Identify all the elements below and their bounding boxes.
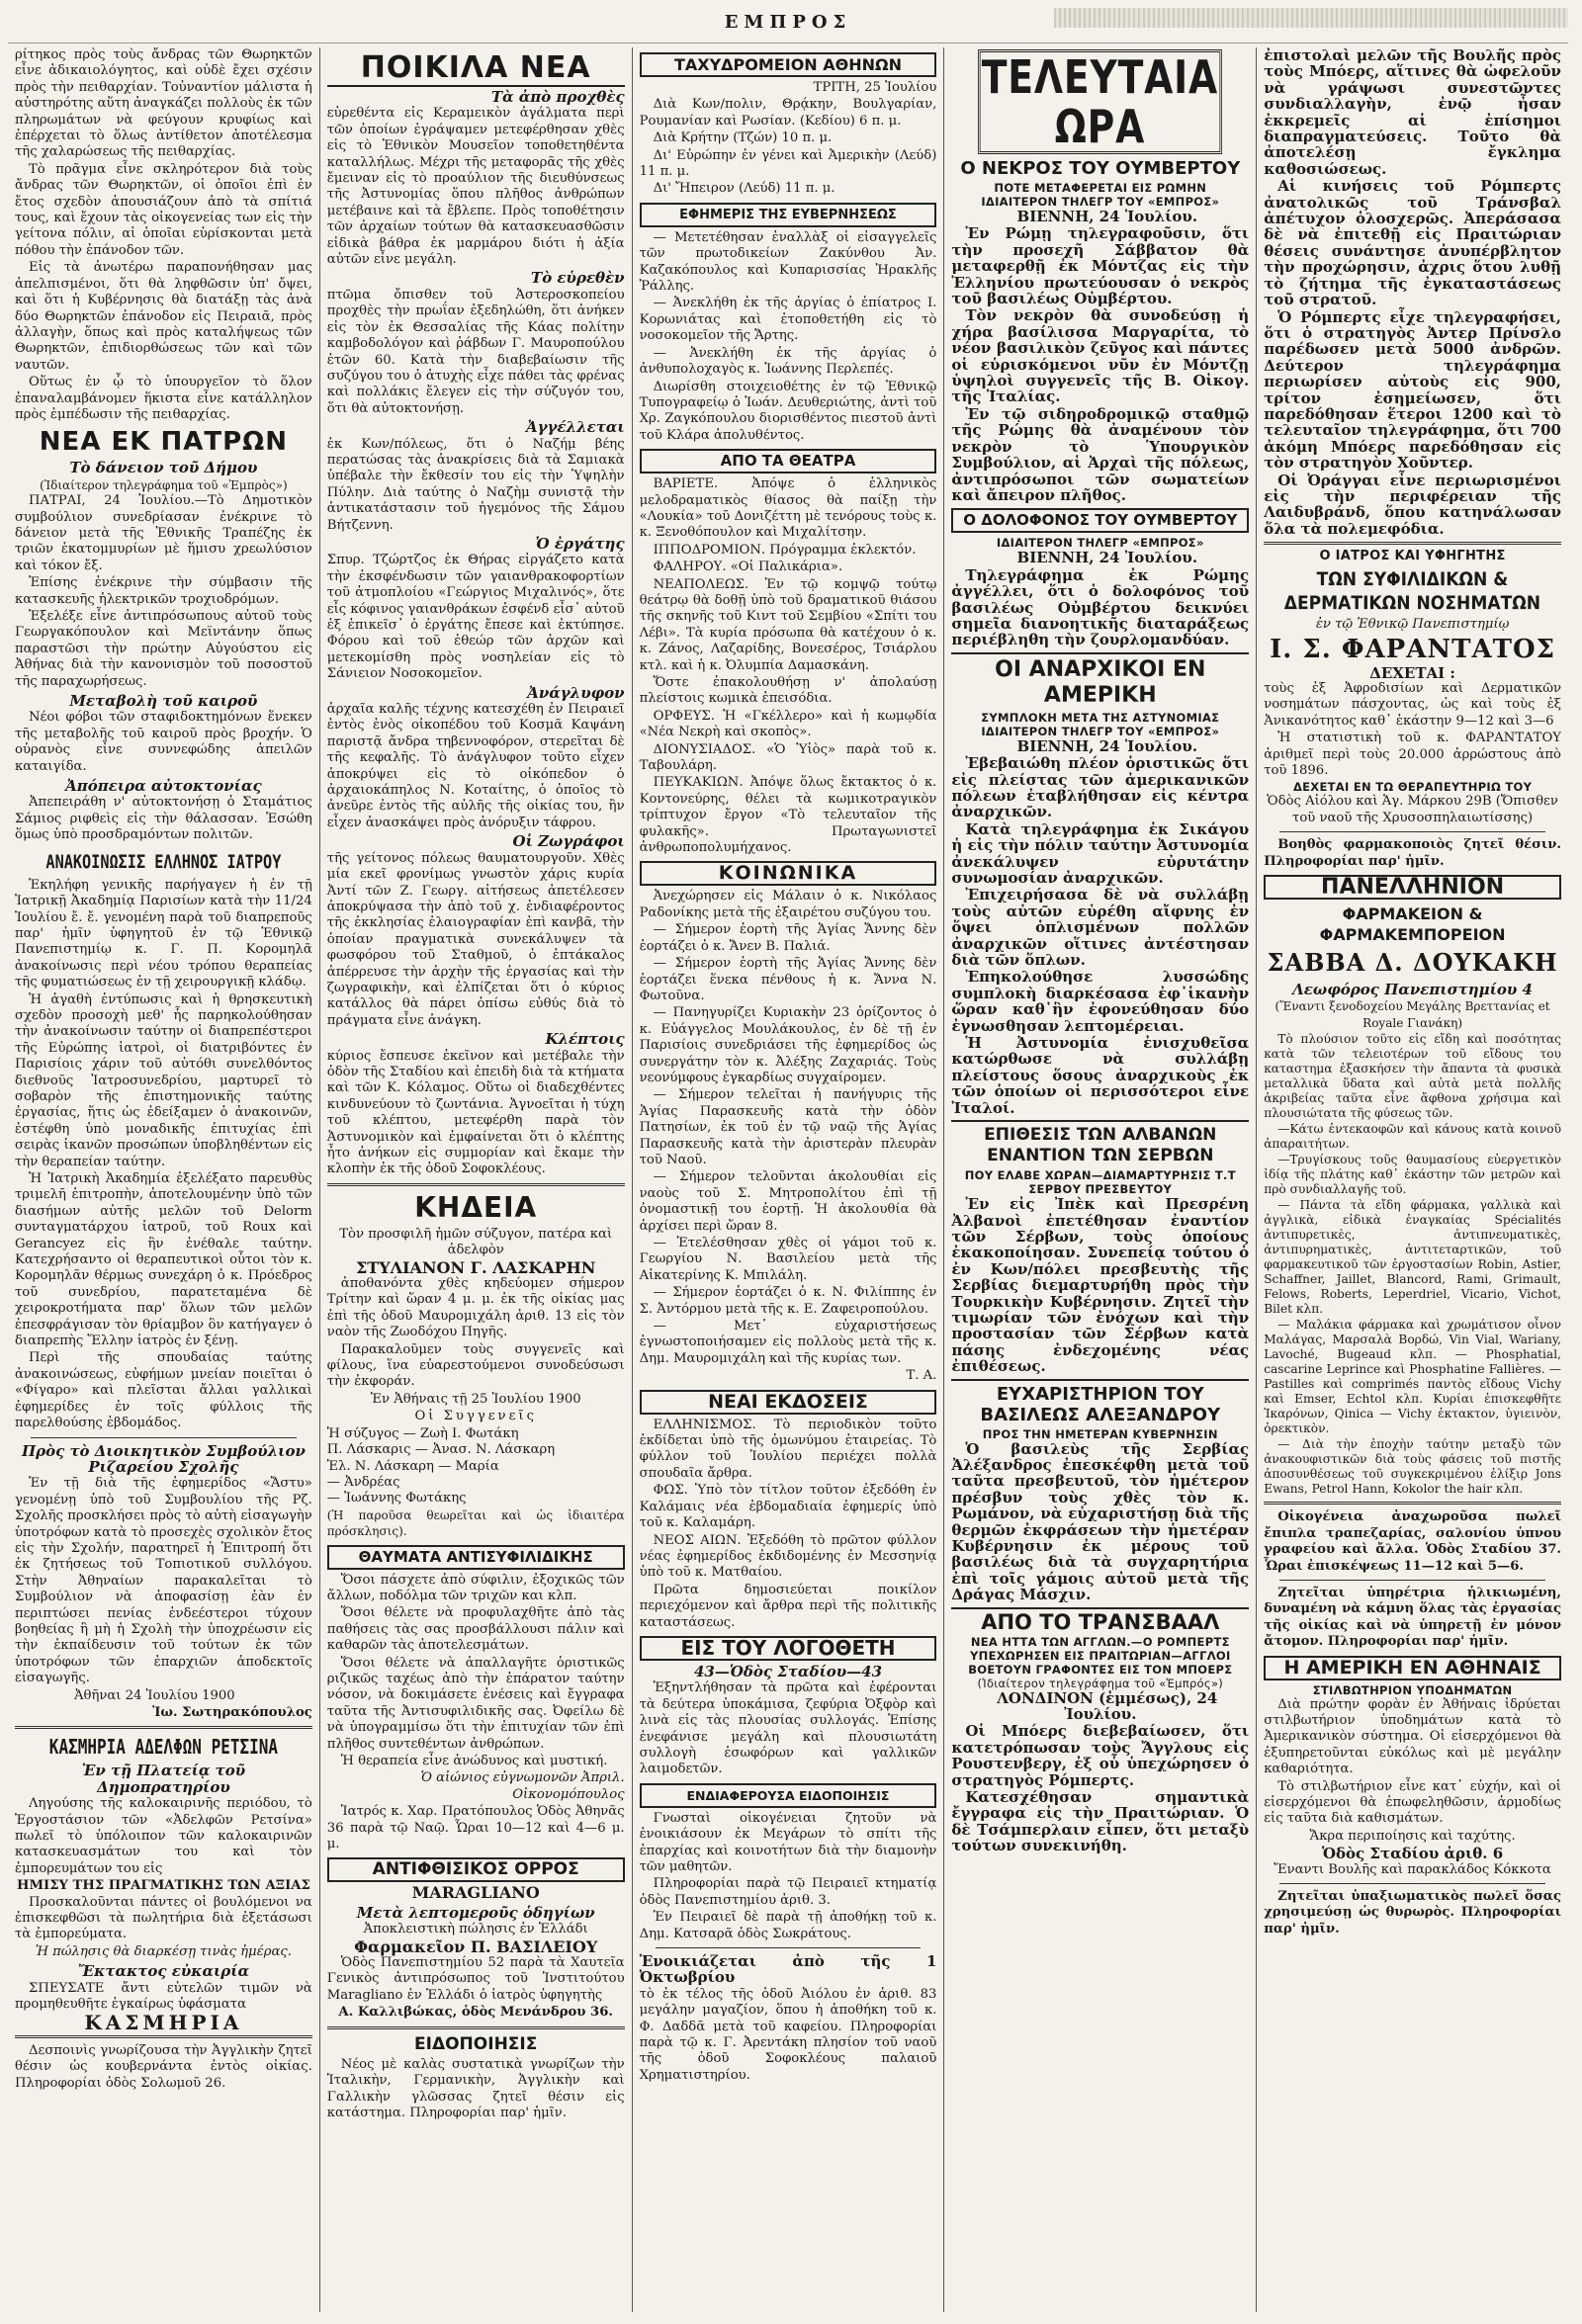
bulletin-text: Αἱ κινήσεις τοῦ Ρόμπερτς ἀνατολικῶς τοῦ Τράνσβαλ ἀπέτυχον ὁλοσχερῶς. Ἀπεράσασα δὲ νὰ ἐπιτεθῇ εἰς Πραιτώριαν θέσεις συνάντησε ἀνυπέρβλητον τὴν προχώρησιν, ἀχρις ὅτου λυθῇ τὸ ζήτημα τῆς ἐγκαταστάσεως τοῦ στρατοῦ. [1264, 177, 1561, 309]
byline: (Ἰδιαίτερον τηλεγράφημα τοῦ «Ἐμπρὸς») [40, 477, 288, 492]
ad-text: —Τρυγίσκους τοῦς θαυμασίους εὐεργετικὸν ἰδίᾳ τῆς πλάτης καθ᾿ ἑκάστην τῶν μετρῶν καὶ πρὸ συνδιαλλαγῆς τοῦ. [1264, 1153, 1561, 1197]
section-heading-kideia: ΚΗΔΕΙΑ [414, 1190, 538, 1224]
item-text: εὑρεθέντα εἰς Κεραμεικὸν ἀγάλματα περὶ τῶν ὁποίων ἐγράψαμεν μετεφέρθησαν χθὲς εἰς τὸ Ἐθνικὸν Μουσεῖον τοποθετηθέντα καταλλήλως. Μέχρι τῆς μεταφορᾶς τῆς χθὲς ἔμειναν εἰς τὸ προαύλιον τῆς διευθύνσεως τῆς Ἀστυνομίας ὅπου πλῆθος ἀνθρώπων μετέβαινε καὶ τὰ ἔβλεπε. Πρὸς τοποθέτησιν τῶν ἀρχαίων τούτων θὰ κατασκευασθῶσιν εἰδικὰ βάθρα ἐκ μαρμάρου διότι ἡ ἀξία αὐτῶν εἶνε μεγάλη. [326, 106, 625, 268]
item-kicker: Ἀνάγλυφον [527, 683, 625, 702]
ad-heading: Ο ΙΑΤΡΟΣ ΚΑΙ ΥΦΗΓΗΤΗΣ [1319, 549, 1506, 564]
classified-ad: Ζητεῖται ὑπαξιωματικὸς πωλεῖ ὅσας χρησιμεύσῃ ὡς θυρωρὸς. Πληροφορίαι παρ' ἡμῖν. [1264, 1889, 1561, 1937]
ad-text: ΣΠΕΥΣΑΤΕ ἄντι εὐτελῶν τιμῶν νὰ προμηθευθῆτε ἐγκαίρως ὑφάσματα [15, 1980, 312, 2013]
notice-note: (Ἡ παροῦσα θεωρεῖται καὶ ὡς ἰδιαιτέρα πρόσκλησις). [326, 1507, 625, 1539]
signature: Ἰω. Σωτηρακόπουλος [152, 1705, 312, 1720]
ad-doctor: Α. Καλλιβώκας, ὁδὸς Μενάνδρου 36. [338, 2005, 613, 2021]
pharmacy-owner: ΣΑΒΒΑ Δ. ΔΟΥΚΑΚΗ [1267, 948, 1558, 978]
ad-heading-amerikh: Η ΑΜΕΡΙΚΗ ΕΝ ΑΘΗΝΑΙΣ [1264, 1656, 1561, 1680]
headline-dolofonos: Ο ΔΟΛΟΦΟΝΟΣ ΤΟΥ ΟΥΜΒΕΡΤΟΥ [951, 508, 1249, 533]
article-paragraph: Ἡ ἀγαθὴ ἐντύπωσις καὶ ἡ θρησκευτικὴ σχεδὸν προσοχὴ μεθ' ἧς παρηκολούθησαν τὴν ἀνακοίνωσιν ταύτην οἱ διαπρεπέστεροι τῆς Εὐρώπης ἰατροὶ, οἱ διατριβόντες ἐν Παρισίοις χάριν τοῦ αὐτόθι συνελθόντος διεθνοῦς Ἰατροσυνεδρίου, μαρτυρεῖ τὸ σοβαρὸν τῆς ἐπιστημονικῆς ταύτης ἐργασίας, ἥτις ὡς ἐδείξαμεν ὁ ἀνακοινῶν, ἐστέφθη ὑπὸ μοναδικῆς ἐπιτυχίας ἐπὶ σειρὰς ἱκανῶν προσώπων ὑποβληθέντων εἰς τὴν θεραπείαν ταύτην. [15, 991, 312, 1169]
deceased-name: ΣΤΥΛΙΑΝΟΝ Γ. ΛΑΣΚΑΡΗΝ [355, 1257, 596, 1277]
item-text: πτῶμα ὄπισθεν τοῦ Ἀστεροσκοπείου προχθὲς τὴν πρωΐαν ἐξεδηλώθη, ὅτι ἀνήκεν εἰς τὸν ἐκ Θεσσαλίας τῆς Κάας πολίτην καμβοδολόγον καὶ ῥάβδων Γ. Μαυροπούλου ἐτῶν 60. Κατὰ τὴν διαβεβαίωσιν τῆς συζύγου του ὁ ἀτυχὴς εἶχε πάθει τὰς φρένας καὶ πολλάκις ἔλεγεν εἰς τὴν σύζυγόν του, ὅτι θὰ αὐτοκτονήσῃ. [326, 287, 625, 416]
article-paragraph: Νέοι φόβοι τῶν σταφιδοκτημόνων ἕνεκεν τῆς μεταβολῆς τοῦ καιροῦ πρὸς βροχήν. Ὁ οὐρανὸς εἶνε συννεφώδης ἀπειλῶν καταιγίδα. [15, 710, 312, 774]
classified-ad: Οἰκογένεια ἀναχωροῦσα πωλεῖ ἔπιπλα τραπεζαρίας, σαλονίου ὑπνου γραφείου καὶ ἄλλα. Ὁδὸς Σταδίου 37. Ὧραι ἐπισκέψεως 11—12 καὶ 5—6. [1264, 1509, 1561, 1574]
bulletin-text: Ἐπηκολούθησε λυσσώδης συμπλοκὴ διαρκέσασα ἐφ᾿ἱκανὴν ὥραν καθ᾿ἣν ἐφονεύθησαν δύο ἐγνωσθησαν λεπτομέρειαι. [951, 968, 1250, 1035]
subhead: ΝΕΑ ΗΤΤΑ ΤΩΝ ΑΓΓΛΩΝ.—Ο ΡΟΜΠΕΡΤΣ ΥΠΕΧΩΡΗΣΕΝ ΕΙΣ ΠΡΑΙΤΩΡΙΑΝ—ΑΓΓΛΟΙ ΒΟΕΤΟΥΝ ΓΡΑΦΟΝΤΕΣ ΕΙΣ ΤΟΝ ΜΠΟΕΡΣ [968, 1634, 1233, 1677]
ad-text: — Διὰ τὴν ἐποχὴν ταύτην μεταξὺ τῶν ἀνακουφιστικῶν διὰ τοὺς φάσεις τοῦ πιστῆς ἀποσυνθέσεως τοῦ συγκεκριμένου ἐλίξιρ Jons Ewans, Petrol Hann, Kokolor the hair κλπ. [1264, 1437, 1561, 1497]
relative-entry: — Ἰωάννης Φωτάκης [326, 1491, 467, 1506]
headline-anarchikoi: ΟΙ ΑΝΑΡΧΙΚΟΙ ΕΝ ΑΜΕΡΙΚΗ [951, 652, 1249, 709]
article-paragraph: ΝΕΟΣ ΑΙΩΝ. Ἐξεδόθη τὸ πρῶτον φύλλον νέας ἐφημερίδος ἐκδιδομένης ἐν Μεσσηνίᾳ ὑπὸ τοῦ κ. Ματθαίου. [639, 1532, 937, 1581]
classified-ad: Βοηθὸς φαρμακοποιὸς ζητεῖ θέσιν. Πληροφορίαι παρ' ἡμῖν. [1264, 837, 1561, 869]
ad-text: Ἐξηντλήθησαν τὰ πρῶτα καὶ ἐφέρονται τὰ δεύτερα ὑποκάμισα, ζεφύρια Ὀξφὸρ καὶ λινὰ εἰς τὰς πλουσίας συλλογάς. Ἐπίσης ἐνεφάνισε μεγάλη καὶ πλουσιωτάτη συλλογὴ ἐσωφόρων καὶ γαλλικῶν λαιμοδετῶν. [639, 1680, 937, 1777]
section-heading-koinonika: ΚΟΙΝΩΝΙΚΑ [640, 861, 937, 886]
ad-address: Ὁδὸς Αἰόλου καὶ Ἁγ. Μάρκου 29Β (Ὄπισθεν τοῦ ναοῦ τῆς Χρυσοσπηλαιωτίσσης) [1267, 794, 1558, 825]
notice-text: Τὸν προσφιλῆ ἡμῶν σύζυγον, πατέρα καὶ ἀδελφὸν [339, 1226, 613, 1258]
classified-ad: Δεσποινὶς γνωρίζουσα τὴν Ἀγγλικὴν ζητεῖ θέσιν ὡς κουβερνάντα ἐντὸς οἰκίας. Πληροφορίαι ὁδὸς Σολωμοῦ 26. [15, 2042, 312, 2091]
item-kicker: Ἀγγέλλεται [525, 418, 625, 437]
tax-entry: Δι' Εὐρώπην ἐν γένει καὶ Ἀμερικὴν (Λεύδ) 11 π. μ. [639, 147, 937, 180]
article-paragraph: Πρῶτα δημοσιεύεται ποικίλον περιεχόμενον καὶ ἄρθρα περὶ τῆς πολιτικῆς καταστάσεως. [639, 1582, 937, 1630]
article-paragraph: — Σήμερον ἑορτὴ τῆς Ἁγίας Ἄννης δὲν ἑορτάζει ὁ κ. Ἄνεν Β. Παλιά. [639, 922, 937, 954]
bulletin-text: ἐπιστολαὶ μελῶν τῆς Βουλῆς πρὸς τοὺς Μπόερς, αἵτινες θὰ ὠφελοῦν νὰ γράψωσι συνεστῶντες συνδιαλλαγὴν, ἐνῷ ἦσαν ἐκκρεμεῖς αἱ ἐπίσημοι διαπραγματεύσεις. Τοῦτο θὰ ἀποτελέσῃ ἔγκλημα καθοσιώσεως. [1264, 47, 1561, 178]
item-text: Σπυρ. Τζώρτζος ἐκ Θήρας εἰργάζετο κατὰ τὴν ἐκσφένδωσιν τῶν γαιανθρακοφορτίων τοῦ ἀτμοπλοίου «Γεώργιος Μιχαλινός», ὅτε εἶς κόφινος γαιανθράκων ἐσφένδ εἶσ᾽ αὐτοῦ ἐξ ἐπικεῖσ᾽ ὁ ἐργάτης ἔπεσε καὶ ἐκτύπησε. Φόρου καὶ τοῦ ἐθεώρ τῶν ἀρχῶν καὶ μετεκομίσθη πρὸς νοσηλείαν εἰς τὸ Σάνιειον Νοσοκομεῖον. [326, 553, 625, 682]
ad-address: Ὁδὸς Σταδίου ἀριθ. 6 [1321, 1845, 1504, 1863]
article-paragraph: ΦΑΛΗΡΟΥ. «Οἱ Παλικάρια». [653, 559, 843, 575]
article-paragraph: — Πανηγυρίζει Κυριακὴν 23 ὁρίζοντος ὁ κ. Εὐάγγελος Μουλάκουλος, ἐν δὲ τῇ ἐν Παρισίοις συνεδριάσει τῆς ἐφημερίδος ὡς συνεργάτην τὸν κ. Ἀλέξης Ζαχαριάς. Τοὺς νεονύμφους ἐγκαρδίως συγχαίρομεν. [639, 1005, 937, 1085]
divider [327, 2026, 625, 2029]
ad-heading-syfilidikon: ΤΩΝ ΣΥΦΙΛΙΔΙΚΩΝ & ΔΕΡΜΑΤΙΚΩΝ ΝΟΣΗΜΑΤΩΝ [1283, 568, 1541, 615]
section-heading-tax: ΤΑΧΥΔΡΟΜΕΙΟΝ ΑΘΗΝΩΝ [640, 52, 937, 77]
ad-subheading: Ἔκτακτος εὐκαιρία [77, 1962, 250, 1981]
ad-label: ΔΕΧΕΤΑΙ : [1369, 663, 1455, 682]
ad-subheading: ἐν τῷ Ἐθνικῷ Πανεπιστημίῳ [1315, 617, 1510, 633]
ad-text: —Κάτω ἐντεκαοφῶν καὶ κάνους κατὰ κοινοῦ ἀπαραιτήτων. [1264, 1122, 1561, 1152]
bulletin-text: Οἱ Μπόερς διεβεβαίωσεν, ὅτι κατετρόπωσαν τοὺς Ἄγγλους εἰς Ρουστενβεργ, ἐξ οὗ ὑπεχώρησεν ὁ στρατηγὸς Ρόμπερτς. [951, 1722, 1250, 1789]
ad-text: — Πάντα τὰ εἴδη φάρμακα, γαλλικὰ καὶ ἀγγλικὰ, εἰδικὰ ἐναγκαίας Spécialités ἀντιπυρετικὲς, ἀντιπνευματικὲς, ἀντιπυρηματικὲς, ἀντιτεταρτικῶν, τοῦ φαρμακευτικοῦ τῶν ἐργοστασίων Robin, Astier, Schaffner, Jaillet, Blancord, Rami, Grimault, Felows, Roberts, Leperdriel, Vicario, Vichot, Bilet κλπ. [1264, 1198, 1561, 1317]
item-text: ἐκ Κων/πόλεως, ὅτι ὁ Ναζήμ βέης περατώσας τὰς ἀνακρίσεις διὰ τὰ Σαμιακὰ ὑπέβαλε τὴν ἔκθεσίν του εἰς τὴν Ὑψηλὴν Πύλην. Διὰ ταύτης ὁ Ναζὴμ συνιστᾷ τὴν ἀντικατάστασιν τοῦ ἡγεμόνος τῆς Σάμου Βήτζεννη. [326, 436, 625, 533]
ad-text: Ἐν Πειραιεῖ δὲ παρὰ τῇ ἀποθήκῃ τοῦ κ. Δημ. Κατσαρᾶ ὁδὸς Σωκράτους. [639, 1910, 937, 1941]
divider [656, 1947, 922, 1948]
bulletin-text: Ἐπιχειρήσασα δὲ νὰ συλλάβῃ τοὺς αὐτῶν εὑρέθη αἴφνης ἐν ὅψει ὁπλισμένων πολλῶν ἀναρχικῶν οἵτινες ἀντέστησαν διὰ τῶν ὅπλων. [951, 886, 1250, 970]
relative-entry: Ἡ σύζυγος — Ζωὴ Ι. Φωτάκη [326, 1425, 519, 1441]
doctor-name: Ι. Σ. ΦΑΡΑΝΤΑΤΟΣ [1270, 634, 1556, 664]
tax-entry: Διὰ Κων/πολιν, Θρᾴκην, Βουλγαρίαν, Ρουμανίαν καὶ Ρωσίαν. (Κεδίου) 6 π. μ. [639, 97, 937, 129]
divider [15, 2035, 312, 2038]
section-heading-poikila: ΠΟΙΚΙΛΑ ΝΕΑ [327, 51, 625, 87]
ad-address: 43—Ὁδὸς Σταδίου—43 [693, 1662, 883, 1680]
ad-text: τοὺς ἐξ Ἀφροδισίων καὶ Δερματικῶν νοσημάτων πάσχοντας, ὡς καὶ τοὺς ἐξ Ἀνικανότητος καθ᾿ ἑκάστην 9—12 καὶ 3—6 [1264, 681, 1561, 729]
article-paragraph: Ἡ Ἰατρικὴ Ἀκαδημία ἐξελέξατο παρευθὺς τριμελῆ ἐπιτροπὴν, ἀποτελουμένην ὑπὸ τῶν διασήμων αὐτῆς μελῶν τοῦ Delorm συνταγματάρχου ἰατροῦ, τοῦ Roux καὶ Gerancyez εἰς ἣν ἐνέθαλε ταύτην. Κατεχρήσαντο οἱ θεραπευτικοὶ οὗτοι τὸν κ. Κορομηλᾶν θέρμως συνεχάρη ὁ κ. Πρόεδρος τοῦ συνεδρίου, παρατεταμένα δὲ χειροκροτήματα παρ' ὅλων τῶν μελῶν ἐπεσφράγισαν τὸν θρίαμβον ὃν κατήγαγεν ὁ διαπρεπὴς Ἕλλην ἰατρὸς ἐν ξένῃ. [15, 1171, 312, 1349]
article-paragraph: Τὸ πρᾶγμα εἶνε σκληρότερον διὰ τοὺς ἄνδρας τῶν Θωρηκτῶν, οἱ ὁποῖοι ἐπὶ ἐν ἔτος σχεδὸν ἀπουσιάζουν ἀπὸ τὰ σπίτιά τους, καὶ ἔχουν τὰς οἰκογενείας των εἰς τὴν γείτονα πόλιν, αἱ ὁποῖαι εὑρίσκονται μετὰ πόθου τὴν ἐπάνοδον τῶν. [15, 161, 312, 258]
relative-entry: Π. Λάσκαρις — Ἀνασ. Ν. Λάσκαρη [326, 1442, 556, 1458]
item-kicker: Τὰ ἀπὸ προχθὲς [490, 88, 625, 106]
article-paragraph: Ἐξελέξε εἶνε ἀντιπρόσωπους αὐτοῦ τοὺς Γεωργακόπουλον καὶ Μεϊντάνην ὅπως παραστῶσι τὴν πρώτην Αὐγούστου εἰς Ἀθήνας διὰ τὴν κανονισμὸν τοῦ ποσοστοῦ τῆς παραχωρήσεως. [15, 609, 312, 689]
notice-date: Ἐν Ἀθήναις τῇ 25 Ἰουλίου 1900 [370, 1391, 581, 1407]
article-paragraph: — Μετ᾽ εὐχαριστήσεως ἐγνωστοποιήσαμεν εἰς πολλοὺς μετὰ τῆς κ. Δημ. Μαυρομιχάλη καὶ τῆς κυρίας των. [639, 1319, 937, 1366]
bulletin-text: Ἐν εἰς Ἰπὲκ καὶ Πρεσρένη Ἀλβανοὶ ἐπετέθησαν ἐναντίον τῶν Σέρβων, τοὺς ὁποίους ἐκακοποίησαν. Συνεπείᾳ τούτου ὁ ἐν Κων/πόλει πρεσβευτὴς τῆς Σερβίας διεμαρτυρήθη πρὸς τὴν Τουρκικὴν Κυβέρνησιν. Ζητεῖ τὴν τιμωρίαν τῶν ἐνόχων καὶ τὴν προστασίαν τῶν Σέρβων κατὰ πάσης ἐνδεχομένης νέας ἐπιθέσεως. [951, 1195, 1250, 1376]
section-heading-patron: ΝΕΑ ΕΚ ΠΑΤΡΩΝ [39, 427, 288, 458]
ad-text: Ἡ στατιστικὴ τοῦ κ. ΦΑΡΑΝΤΑΤΟΥ ἀριθμεῖ περὶ τοὺς 20.000 ἀρρώστους ἀπὸ τοῦ 1896. [1264, 731, 1561, 779]
column-3 [633, 47, 945, 2312]
divider [15, 1726, 312, 1729]
signature: Τ. Α. [906, 1368, 937, 1384]
notice-text: ἀποθανόντα χθὲς κηδεύομεν σήμερον Τρίτην καὶ ὥραν 4 μ. μ. ἐκ τῆς οἰκίας μας ἐπὶ τῆς ὁδοῦ Μαυρομιχάλη ἀριθ. 13 εἰς τὸν ναὸν τῆς Ζωοδόχου Πηγῆς. [326, 1276, 625, 1340]
bulletin-text: Κατὰ τηλεγράφημα ἐκ Σικάγου ἡ εἰς τὴν πόλιν ταύτην Ἀστυνομία ἀνεκάλυψεν εὐρυτάτην συνωμοσίαν ἀναρχικῶν. [951, 819, 1250, 887]
ad-text: Τὸ στιλβωτήριον εἶνε κατ᾿ εὐχήν, καὶ οἱ εἰσερχόμενοι θὰ ἐπωφεληθῶσιν, ἀρμοδίως εἰς ταῦτα διὰ καθισμάτων. [1264, 1778, 1561, 1827]
divider [1279, 1883, 1545, 1884]
ad-heading-logothet: ΕΙΣ ΤΟΥ ΛΟΓΟΘΕΤΗ [640, 1636, 937, 1661]
subheading: Τὸ δάνειον τοῦ Δήμου [69, 459, 258, 477]
article-paragraph: ΝΕΑΠΟΛΕΩΣ. Ἐν τῷ κομψῷ τούτῳ θεάτρῳ θὰ δοθῇ ὑπὸ τοῦ δραματικοῦ θιάσου τῆς σκηνῆς τοῦ Κιντ τοῦ Σεμβίου «Σπίτι του Λέβι». Τὰ κυρία πρόσωπα θὰ κατέχουν ὁ κ. κ. Ζάνος, Λαζαρίδης, Βονεσέρος, Τσιάρλου κτλ. καὶ ἡ κ. Ὀλυμπία Δαμασκάνη. [639, 576, 937, 673]
tax-date: ΤΡΙΤΗ, 25 Ἰουλίου [813, 80, 937, 95]
subheading: Μεταβολὴ τοῦ καιροῦ [69, 692, 258, 711]
article-paragraph: Εἰς τὰ ἀνωτέρω παραπονήθησαν μας ἀπελπισμένοι, ὅτι θὰ ληφθῶσιν ὑπ' ὄψει, καὶ ὅτι ἡ Κυβέρνησις θὰ διατάξῃ τὰς ἀνὰ δύο Θωρηκτῶν ἐπάνοδον εἰς Πειραιᾶ, πρὸς ἀλλαγὴν, ὅπως καὶ πρὸς καταλήψεως τῶν Θωρηκτῶν, ἐπιδιορθώσεως τῶν καὶ τῶν ναυτῶν. [15, 260, 312, 373]
relatives-label: Οἱ Συγγενεῖς [414, 1409, 537, 1424]
article-paragraph: ΔΙΟΝΥΣΙΑΔΟΣ. «Ὁ Ὑἰὸς» παρὰ τοῦ κ. Ταβουλάρη. [639, 741, 937, 774]
ad-text: Προσκαλοῦνται πάντες οἱ βουλόμενοι να ἐπισκεφθῶσι τὰ πωλητήρια διὰ ἐξετάσωσι τὰ ἐμπορεύματα. [15, 1894, 312, 1942]
torn-edge [1054, 8, 1568, 28]
article-paragraph: ΟΡΦΕΥΣ. Ἡ «Γκέλλερο» καὶ ἡ κωμῳδία «Νέα Νεκρὴ καὶ σκοπὸς». [639, 708, 937, 740]
section-heading-ekdoseis: ΝΕΑΙ ΕΚΔΟΣΕΙΣ [640, 1390, 937, 1415]
article-paragraph: ΙΠΠΟΔΡΟΜΙΟΝ. Πρόγραμμα ἐκλεκτόν. [653, 542, 917, 558]
ad-heading-thaumata: ΘΑΥΜΑΤΑ ΑΝΤΙΣΥΦΙΛΙΔΙΚΗΣ [327, 1545, 625, 1570]
item-kicker: Οἱ Ζωγράφοι [512, 832, 625, 851]
headline-nekros: Ο ΝΕΚΡΟΣ ΤΟΥ ΟΥΜΒΕΡΤΟΥ [960, 158, 1241, 179]
subhead: ΠΟΥ ΕΛΑΒΕ ΧΩΡΑΝ—ΔΙΑΜΑΡΤΥΡΗΣΙΣ Τ.Τ ΣΕΡΒΟΥ ΠΡΕΣΒΕΥΤΟΥ [964, 1168, 1236, 1197]
bulletin-text: Ὁ βασιλεὺς τῆς Σερβίας Ἀλέξανδρος ἐπεσκέφθη μετὰ τοῦ ταῦτα πρεσβευτοῦ, τὸν ἡμέτερον πρέσβυν τοὺς χθὲς τὸν κ. Ρωμάνον, νὰ εὐχαριστήσῃ διὰ τῆς θερμῶν ἐκφράσεων τὴν ἡμετέραν Κυβέρνησιν ἐκ μέρους τοῦ βασιλέως διὰ τὰ συγχαρητήρια ἐπὶ τοῖς γάμοις αὐτοῦ μετὰ τῆς Δράγας Μάσχιν. [951, 1439, 1250, 1604]
ad-subheading: Ἐν τῇ Πλατείᾳ τοῦ Δημοπρατηρίου [81, 1762, 246, 1796]
dateline: ΛΟΝΔΙΝΟΝ (ἐμμέσως), 24 Ἰουλίου. [997, 1688, 1218, 1724]
dateline: ΒΙΕΝΝΗ, 24 Ἰουλίου. [1016, 736, 1198, 755]
bulletin-text: Ἐν Ρώμῃ τηλεγραφοῦσιν, ὅτι τὴν προσεχῆ Σάββατον θὰ μεταφερθῇ ἐκ Μόντζας εἰς τὴν Ἑλληνίου πρωτεύουσαν ὁ νεκρὸς τοῦ βασιλέως Οὐμβέρτου. [951, 224, 1250, 308]
column-2 [320, 47, 633, 2312]
article-paragraph: ΠΑΤΡΑΙ, 24 Ἰουλίου.—Τὸ Δημοτικὸν συμβούλιον συνεδρίασαν ἐνέκρινε τὸ δάνειον μετὰ τῆς Ἐθνικῆς Τραπέζης ἐκ τριῶν ἑκατομμυρίων μὲ ἥμισυ χρεωλύσιον καὶ τόκον ἔξ. [15, 493, 312, 573]
bulletin-text: Τὸν νεκρὸν θὰ συνοδεύσῃ ἡ χήρα βασίλισσα Μαργαρίτα, τὸ νέον βασιλικὸν ζεῦγος καὶ πάντες οἱ εὑρισκόμενοι νῦν ἐν Μόντζῃ ὑψηλοὶ συγγενεῖς τῆς Β. Οἰκογ. τῆς Ἰταλίας. [951, 306, 1250, 406]
bulletin-text: Οἱ Ὀράγγαι εἶνε περιωρισμένοι εἰς τὴν περιφέρειαν τῆς Λαιδυβράνδ, ὅπου κατηνάλωσαν ὅλα τὰ πολεμεφόδια. [1264, 471, 1561, 538]
article-paragraph: — Ἀνεκλήθη ἐκ τῆς ἀργίας ὁ ἀνθυπολοχαγὸς κ. Ἰωάννης Περλεπές. [639, 345, 937, 378]
tax-entry: Διὰ Κρήτην (Τζών) 10 π. μ. [653, 130, 833, 146]
ad-heading-orros: ΑΝΤΙΦΘΙΣΙΚΟΣ ΟΡΡΟΣ [327, 1857, 625, 1882]
ad-address-note: (Ἔναντι ξενοδοχείου Μεγάλης Βρεττανίας et Royale Γιανάκη) [1274, 999, 1550, 1030]
item-kicker: Κλέπτοις [545, 1030, 625, 1049]
ad-text: Ὁδὸς Πανεπιστημίου 52 παρὰ τὰ Χαυτεῖα Γενικὸς ἀντιπρόσωπος τοῦ Ἰνστιτούτου Maragliano ἐν Ἑλλάδι ὁ ἰατρὸς ὑφηγητὴς [326, 1955, 625, 2003]
ad-text: τὸ ἐκ τέλος τῆς ὁδοῦ Ἀιόλου ἐν ἀριθ. 83 μεγάλην μαγαζίον, ὅπου ἡ ἀποθήκη τοῦ κ. Φ. Δαδδᾶ μετὰ τοῦ καφείου. Πληροφορίαι παρὰ τῷ κ. Γ. Ἀρεντάκη πλησίον τοῦ ναοῦ τῆς ὁδοῦ Σοφοκλέους παλαιοῦ Χρηματιστηρίου. [639, 1986, 937, 2083]
ad-address-head: ΔΕΧΕΤΑΙ ΕΝ ΤΩ ΘΕΡΑΠΕΥΤΗΡΙΩ ΤΟΥ [1292, 780, 1533, 795]
ad-heading-kasmiria: ΚΑΣΜΗΡΙΑ ΑΔΕΛΦΩΝ ΡΕΤΣΙΝΑ [48, 1735, 278, 1760]
ad-subheading: ΣΤΙΛΒΩΤΗΡΙΟΝ ΥΠΟΔΗΜΑΤΩΝ [1312, 1682, 1513, 1697]
relatives-list [327, 1426, 625, 1507]
bulletin-text: Ἐν τῷ σιδηροδρομικῷ σταθμῷ τῆς Ρώμης θὰ ἀναμένουν τὸν νεκρὸν τὸ Ὑπουργικὸν Συμβούλιον, αἱ Ἀρχαὶ τῆς πόλεως, ἀντιπρόσωποι τῶν σωματείων καὶ ἄπειρον πλῆθος. [951, 404, 1250, 504]
subhead: ΠΡΟΣ ΤΗΝ ΗΜΕΤΕΡΑΝ ΚΥΒΕΡΝΗΣΙΝ [982, 1426, 1218, 1441]
ad-address: Λεωφόρος Πανεπιστημίου 4 [1292, 981, 1533, 999]
bulletin-text: Ἐβεβαιώθη πλέον ὁριστικῶς ὅτι εἰς πλείστας τῶν ἀμερικανικῶν πόλεων ἐταβλήθησαν εἰς κέντρα ἀναρχικῶν. [951, 754, 1250, 821]
article-paragraph: ΠΕΥΚΑΚΙΩΝ. Ἀπόψε ὅλως ἔκτακτος ὁ κ. Κοντονεύρης, θέλει τὰ κωμικοτραγικὸν τρίπτυχον ἔργον «Τὸ τελευταῖον τῆς φυλακῆς». Πρωταγωνιστεῖ ἀνθρωποπολυμήχανος. [639, 775, 937, 856]
headline-alvanoi: ΕΠΙΘΕΣΙΣ ΤΩΝ ΑΛΒΑΝΩΝ ΕΝΑΝΤΙΟΝ ΤΩΝ ΣΕΡΒΩΝ [951, 1120, 1249, 1166]
ad-subheading: ΦΑΡΜΑΚΕΙΟΝ & ΦΑΡΜΑΚΕΜΠΟΡΕΙΟΝ [1319, 904, 1506, 945]
article-paragraph: — Σήμερον ἑορτὴ τῆς Ἁγίας Ἄννης δὲν ἑορτάζει ἕνεκα πένθους ἡ κ. Ἄννα Ν. Φωτοῦνα. [639, 956, 937, 1003]
divider [31, 1437, 297, 1438]
section-heading-iatrou: ΑΝΑΚΟΙΝΩΣΙΣ ΕΛΛΗΝΟΣ ΙΑΤΡΟΥ [45, 850, 282, 873]
ad-lead: Ἐνοικιάζεται ἀπὸ τῆς 1 Ὀκτωβρίου [639, 1952, 937, 1987]
article-paragraph: ρίτηκος πρὸς τοὺς ἄνδρας τῶν Θωρηκτῶν εἶνε ἀδικαιολόγητος, καὶ οὐδὲ ἔχει σχέσιν πρὸς τὴν πειθαρχίαν. Τοὐναντίον μάλιστα ἡ αὐστηρότης αὕτη ἀναγκάζει πολλοὺς ἐκ τῶν πληρωμάτων νὰ φεύγουν κρυφίως καὶ ἐπέρχεται τὸ ὅλως ἀντίθετον ἀποτέλεσμα τῆς χαλαρώσεως τῆς πειθαρχίας. [15, 47, 312, 160]
section-heading-endiaf: ΕΝΔΙΑΦΕΡΟΥΣΑ ΕΙΔΟΠΟΙΗΣΙΣ [640, 1783, 937, 1808]
relative-entry: Ἐλ. Ν. Λάσκαρη — Μαρία [326, 1458, 499, 1474]
ad-text: — Μαλάκια φάρμακα καὶ χρωμάτισον οἶνον Μαλάγας, Μαρσαλὰ Βορδώ, Vin Vial, Wariany, Lavoché, Bugeaud κλπ. — Phosphatial, cascarine Leprince καὶ Phosphatine Fallières. — Pastilles καὶ comprimés παντὸς εἴδους Vichy καὶ Emser, Echtol κλπ. Κυρίαι ἐπισκεφθῆτε Ἰκαρόνων, Qinica — Vichy ἐκτακτον, ὑγιεινὸν, ὀρεκτικὸν. [1264, 1318, 1561, 1436]
article-paragraph: Ἐπίσης ἐνέκρινε τὴν σύμβασιν τῆς κατασκευῆς ἠλεκτρικῶν τροχιοδρόμων. [15, 575, 312, 607]
bulletin-text: Τηλεγράφημα ἐκ Ρώμης ἀγγέλλει, ὅτι ὁ δολοφόνος τοῦ βασιλέως Οὐμβέρτου δεικνύει σημεῖα διανοητικῆς διαταράξεως περιέβληθη τὴν ζουρλομανδύαν. [951, 565, 1250, 649]
notice-text: Παρακαλοῦμεν τοὺς συγγενεῖς καὶ φίλους, ἵνα εὐαρεστούμενοι συνοδεύσωσι τὴν ἐκφοράν. [326, 1341, 625, 1390]
ad-price-line: ΗΜΙΣΥ ΤΗΣ ΠΡΑΓΜΑΤΙΚΗΣ ΤΩΝ ΑΞΙΑΣ [17, 1878, 310, 1894]
section-heading-eidopoiisis: ΕΙΔΟΠΟΙΗΣΙΣ [414, 2033, 538, 2054]
ad-text: Ἰατρός κ. Χαρ. Πρατόπουλος Ὁδὸς Ἀθηνᾶς 36 παρὰ τῷ Ναῷ. Ὧραι 10—12 καὶ 4—6 μ. μ. [326, 1804, 625, 1852]
item-text: τῆς γείτονος πόλεως θαυματουργοῦν. Χθὲς μία εκεῖ φρονίμως γνωστὸν χάρις κυρία Ἀντί τῶν Ζ. Γεωργ. αἰτήσεως ἀπετέλεσεν ἀποκρύψασα τὴν ἀπὸ τοῦ χ. ἐνδιαφέροντος τῆς ἐκκλησίας ἐλαιογραφίαν ἐπὶ κανβᾶ, τὴν ὁποίαν πραγματικὰ συνεκάλυψεν τὰ φωσφόρου τοῦ Σταθμοῦ, ὁ ἐπτάκαλος ἀπέρρευσε τὴν ἀρχὴν τῆς ἐργασίας καὶ τὴν ζωγραφικὴν, καὶ ἐλπίζεται ὅτι ὁ κύριος κατάλλος θὰ πάρει ὀπίσω εὐθύς διὰ τὸ πράγματα εἶνε ἀνάγκη. [326, 850, 625, 1028]
article-paragraph: — Μετετέθησαν ἐναλλὰξ οἱ εἰσαγγελεῖς τῶν πρωτοδικείων Ζακύνθου Ἀν. Καζακόπουλος καὶ Κυπαρισσίας Ἠρακλῆς Ῥάλλης. [639, 229, 937, 295]
article-paragraph: — Σήμερον τελεῖται ἡ πανήγυρις τῆς Ἁγίας Παρασκευῆς κατὰ τὴν ὁδὸν Πατησίων, ἐκ τοῦ ἐν τῷ ναῷ τῆς Ἁγίας Παρασκευῆς κατὰ τὴν ἀριστερὰν πλευρὰν τοῦ Ναοῦ. [639, 1087, 937, 1167]
divider [1279, 1580, 1545, 1581]
article-paragraph: Ἀπεπειράθη ν' αὐτοκτονήσῃ ὁ Σταμάτιος Σάμιος ριφθεὶς εἰς τὴν θάλασσαν. Ἐσώθη ὅμως ὑπὸ προσδραμόντων πολιτῶν. [15, 795, 312, 843]
item-kicker: Τὸ εὑρεθὲν [531, 269, 625, 288]
article-paragraph: ΒΑΡΙΕΤΕ. Ἀπόψε ὁ ἑλληνικὸς μελοδραματικὸς θίασος θὰ παίξῃ τὴν «Λουκία» τοῦ Δονιζέττη μὲ τενόρους τοὺς κ. κ. Ξενοθόπουλον καὶ Μιχαλίτσην. [639, 476, 937, 541]
ad-signature: Ὁ αἰώνιος εὐγνωμονῶν Ἀπριλ. Οἰκονομόπουλος [420, 1770, 625, 1802]
divider [1264, 542, 1561, 545]
subhead: ΙΔΙΑΙΤΕΡΟΝ ΤΗΛΕΓΡ «ΕΜΠΡΟΣ» [996, 536, 1204, 551]
ad-text: Πληροφορίαι παρὰ τῷ Πειραιεῖ κτηματίᾳ ὁδὸς Πανεπιστημίου ἀριθ. 3. [639, 1876, 937, 1908]
ad-text: Διὰ πρώτην φορὰν ἐν Ἀθήναις ἱδρύεται στιλβωτήριον ὑποδημάτων κατὰ τὸ Ἀμερικανικὸν σύστημα. Οἱ εἰσερχόμενοι θὰ ἐξυπηρετοῦνται εὐκόλως καὶ μὲ μεγάλην καθαριότητα. [1264, 1696, 1561, 1777]
section-heading-teleutaia: ΤΕΛΕΥΤΑΙΑ ΩΡΑ [978, 49, 1222, 154]
classified-ad: Ζητεῖται ὑπηρέτρια ἡλικιωμένη, δυναμένη νὰ κάμνη ὅλας τὰς ἐργασίας τῆς οἰκίας καὶ νὰ ὑπηρετῇ ἐν μόνον ἄτομον. Πληροφορίαι παρ' ἡμῖν. [1264, 1585, 1561, 1650]
ad-text: Γνωσταὶ οἰκογένειαι ζητοῦν νὰ ἐνοικιάσουν ἐκ Μεγάρων τὸ σπίτι τῆς ἐπαρχίας καὶ κοινοτήτων διὰ τὴν διαμονὴν τῶν μαθητῶν. [639, 1810, 937, 1874]
columns [8, 47, 1568, 2312]
ad-heading-panellinion: ΠΑΝΕΛΛΗΝΙΟΝ [1264, 875, 1561, 900]
article-paragraph: ΕΛΛΗΝΙΣΜΟΣ. Τὸ περιοδικὸν τοῦτο ἐκδίδεται ὑπὸ τῆς ὁμωνύμου ἑταιρείας. Τὸ φύλλον τοῦ Ἰουλίου περιέχει πολλὰ σπουδαῖα ἄρθρα. [639, 1417, 937, 1481]
divider [1264, 1502, 1561, 1505]
ad-text: Ἡ θεραπεία εἶνε ἀνώδυνος καὶ μυστική. [340, 1754, 608, 1768]
ad-note: Ἡ πώλησις θὰ διαρκέσῃ τινὰς ἡμέρας. [35, 1943, 292, 1959]
article-paragraph: Οὕτως ἐν ᾧ τὸ ὑπουργεῖον τὸ ὅλον ἐπαναλαμβάνομεν ἥκιστα εἶνε κατάλληλον πρὸς ἐμπέδωσιν τῆς πειθαρχίας. [15, 375, 312, 422]
article-paragraph: Διωρίσθη στοιχειοθέτης ἐν τῷ Ἐθνικῷ Τυπογραφείῳ ὁ Ἰωάν. Δευθεριώτης, ἀντὶ τοῦ Χρ. Ζαγκόπουλου διορισθέντος πιεστοῦ ἀντὶ τοῦ Κλάρα ἀπολυθέντος. [639, 379, 937, 443]
section-heading-efimeris: ΕΦΗΜΕΡΙΣ ΤΗΣ ΕΥΒΕΡΝΗΣΕΩΣ [640, 203, 937, 227]
subhead: ΙΔΙΑΙΤΕΡΟΝ ΤΗΛΕΓΡ ΤΟΥ «ΕΜΠΡΟΣ» [981, 724, 1220, 738]
classified-ad: Νέος μὲ καλὰς συστατικὰ γνωρίζων τὴν Ἰταλικὴν, Γερμανικὴν, Ἀγγλικὴν καὶ Γαλλικὴν γλῶσσας ζητεῖ θέσιν εἰς κατάστημα. Πληροφορίαι παρ' ἡμῖν. [326, 2056, 625, 2120]
subhead: ΠΟΤΕ ΜΕΤΑΦΕΡΕΤΑΙ ΕΙΣ ΡΩΜΗΝ [994, 181, 1207, 195]
ad-pharmacy: Φαρμακεῖον Π. ΒΑΣΙΛΕΙΟΥ [354, 1937, 598, 1956]
ad-brand: MARAGLIANO [411, 1883, 540, 1903]
ad-text: Ὅσοι θέλετε νὰ προφυλαχθῆτε ἀπὸ τὰς παθήσεις τὰς σας προσβάλλουσι πάλιν καὶ καθαρῶν τὰς ἀποτελεσμάτων. [326, 1605, 625, 1654]
article-paragraph: Ἐν τῇ διὰ τῆς ἐφημερίδος «Ἄστυ» γενομένῃ ὑπὸ τοῦ Συμβουλίου τῆς Ρζ. Σχολῆς προσκλήσει πρὸς τὸ αὐτὴ εἰσαγωγὴν ὑποτρόφων κατὰ τὸ προσεχὲς σχολικὸν ἔτος εἰς τὴν Σχολήν, παρατηρεῖ ἡ Ἐπιτροπή ὅτι ἐκ ζητήσεως τοῦ Τοπιοτικοῦ συλλόγου. Στὴν Ἀθηναίων παρακαλεῖται τὸ Συμβούλιον νὰ ἀποφασίσῃ ἐὰν ἐν περιπτώσει πενίας ἐνδεέστεροι τύχουν βοηθείας ἢ μὴ ἡ Σχολὴ τὴν ὑποχρέωσιν εἰς τὴν ἐκπαίδευσιν τοῦ τούτων ἐκ τῶν ὑποτρόφων τῶν ἐπαρχιῶν ἀποδεκτοῖς εἰσαγωγῆς. [15, 1476, 312, 1686]
ad-subheading: Μετὰ λεπτομεροῦς ὁδηγίων [356, 1903, 595, 1922]
article-paragraph: Ἐκηλήφη γενικῆς παρήγαγεν ἡ ἐν τῇ Ἰατρικῇ Ἀκαδημίᾳ Παρισίων κατὰ τὴν 11/24 Ἰουλίου ἔ. ἔ. γενομένη παρὰ τοῦ διαπρεποῦς παρ' ἡμῖν ὑφηγητοῦ ἐν τῷ Ἐθνικῷ Πανεπιστημίῳ κ. Γ. Π. Κορομηλᾶ ἀνακοίνωσις περὶ νέου τρόπου θεραπείας τῆς φυματιώσεως ἐν τῇ χειρουργικῇ κλάδῳ. [15, 877, 312, 990]
article-paragraph: Ἀνεχώρησεν εἰς Μάλαιν ὁ κ. Νικόλαος Ραδονίκης μετὰ τῆς ἐξαιρέτου συζύγου του. [639, 889, 937, 920]
dateline: ΒΙΕΝΝΗ, 24 Ἰουλίου. [1016, 549, 1198, 567]
subhead: ΣΥΜΠΛΟΚΗ ΜΕΤΑ ΤΗΣ ΑΣΤΥΝΟΜΙΑΣ [981, 710, 1220, 725]
relative-entry: — Ἀνδρέας [326, 1474, 400, 1490]
article-paragraph: Περὶ τῆς σπουδαίας ταύτης ἀνακοινώσεως, εὐφήμων μνείαν ποιεῖται ὁ «Φίγαρο» καὶ πλεῖσται ἄλλαι γαλλικαὶ ἐφημερίδες ἐν τοῖς φύλλοις τῆς παρελθούσης ἑβδομάδος. [15, 1350, 312, 1431]
article-paragraph: — Σήμερον τελοῦνται ἀκολουθίαι εἰς ναοὺς τοῦ Σ. Μητροπολίτου ἐπὶ τῇ ὀνομαστικῇ του ἑορτῇ. Ἡ ἀκολουθία θὰ ἀρχίσει περὶ ὥραν 8. [639, 1169, 937, 1234]
ad-text: Τὸ πλούσιον τοῦτο εἰς εἴδη καὶ ποσότητας κατὰ τῶν τελειοτέρων τοῦ εἴδους του καταστημα ἐξασκήσεν τὴν ἄπαντα τὰ φυσικὰ μεταλλικὰ ὕδατα καὶ αὐτὰ μετὰ πολλῆς ἀκριβείας ταῦτα εἶνε ἄφθονα χρήσιμα καὶ πλουσιώτατα τῆς φύσεως τῶν. [1264, 1032, 1561, 1121]
column-5 [1257, 47, 1568, 2312]
bulletin-text: Κατεσχέθησαν σημαντικὰ ἔγγραφα εἰς τὴν Πραιτώριαν. Ὁ δὲ Τσάμπερλαιν εἶπεν, ὅτι μεταξὺ τούτων συνεκινήθη. [951, 1788, 1250, 1855]
article-paragraph: — Ἀνεκλήθη ἐκ τῆς ἀργίας ὁ ἐπίατρος Ι. Κορωνιάτας καὶ ἐτοποθετήθη εἰς τὸ νοσοκομεῖον τῆς Ἄρτης. [639, 296, 937, 344]
ad-address-note: Ἔναντι Βουλῆς καὶ παρακλάδος Κόκκοτα [1274, 1861, 1551, 1877]
masthead-title: ΕΜΠΡΟΣ [724, 12, 852, 33]
item-text: κύριος ἔσπευσε ἐκεῖνον καὶ μετέβαλε τὴν ὁδὸν τῆς Σταδίου καὶ ἐπειδὴ διὰ τὰ κτήματα καὶ τῶν Κ. Κόλαμος. Οὕτω οἱ διαδεχθέντες κινδυνεύουν τὸ ζωντάνια. Ἀγνοεῖται ἡ τύχη τοῦ κλέπτου, μετεφέρθη παρὰ τὸν Ἀστυνομικὸν καὶ ἐμφαίνεται ὅτι ὁ κλέπτης ἦτο ἀνήκων εἰς συμμορίαν καὶ ἔκαμε τὴν κλοπὴν ἐκ τῆς ὁδοῦ Σοφοκλέους. [326, 1048, 625, 1177]
divider [1279, 831, 1545, 832]
divider [327, 1183, 625, 1186]
subhead: (Ἰδιαίτερον τηλεγράφημα τοῦ «Ἐμπρός») [977, 1676, 1224, 1690]
tax-entry: Δι' Ἤπειρον (Λεύδ) 11 π. μ. [653, 181, 835, 197]
column-1 [8, 47, 320, 2312]
article-paragraph: Ὅστε ἐπακολουθήσῃ ν' ἀπολαύσῃ πλείστοις κωμικὰ ἐπεισόδια. [639, 675, 937, 707]
headline-eucharist: ΕΥΧΑΡΙΣΤΗΡΙΟΝ ΤΟΥ ΒΑΣΙΛΕΩΣ ΑΛΕΞΑΝΔΡΟΥ [951, 1379, 1249, 1425]
ad-text: Ἀποκλειστικὴ πώλησις ἐν Ἑλλάδι [363, 1922, 588, 1937]
bulletin-text: Ἡ Ἀστυνομία ἐνισχυθεῖσα κατώρθωσε νὰ συλλάβῃ πλείστους ὅσους ἀναρχικοὺς ἐκ τῶν ὁποίων οἱ περισσότεροι εἶνε Ἰταλοί. [951, 1034, 1250, 1117]
subhead: ΙΔΙΑΙΤΕΡΟΝ ΤΗΛΕΓΡ ΤΟΥ «ΕΜΠΡΟΣ» [981, 195, 1220, 209]
subheading: Ἀπόπειρα αὐτοκτονίας [65, 777, 262, 796]
bulletin-text: Ὁ Ρόμπερτς εἶχε τηλεγραφήσει, ὅτι ὁ στρατηγὸς Ἀντερ Πρίνσλο παρέδωσεν μετὰ 5000 ἀνδρῶν. Δεύτερον τηλεγράφημα περιωρίσεν αὐτοὺς εἰς 900, τρίτον ἐσημείωσεν, ὅτι παρεδόθησαν ἕτεροι 1200 καὶ τὸ τελευταῖον τηλεγράφημα, ὅτι 700 ἀκόμη Μπόερς παρεδόθησαν εἰς τὸν στρατηγὸν Χοῦντερ. [1264, 307, 1561, 473]
ad-brand: ΚΑΣΜΗΡΙΑ [84, 2010, 243, 2034]
dateline: Ἀθῆναι 24 Ἰουλίου 1900 [74, 1687, 235, 1703]
item-kicker: Ὁ ἐργάτης [535, 534, 625, 553]
ad-text: Ὅσοι θέλετε νὰ ἀπαλλαγῆτε ὁριστικῶς ριζικῶς ταχέως ἀπὸ τὴν ἐπάρατον ταύτην νόσον, νὰ δοκιμάσετε ἐνέσεις καὶ ἔγγραφα ταῦτα τῆς Ἀντισυφιλιδικῆς σας. Ὀφείλω δὲ νὰ ὑπογραμμίσω ὅτι τὴν ἐπιτυχίαν τῶν ἐπὶ πλῆθος συντεθέντων ἀνθρώπων. [326, 1655, 625, 1752]
article-paragraph: — Σήμερον ἑορτάζει ὁ κ. Ν. Φιλίππης ἐν Σ. Ἀντόρμου μετὰ τῆς κ. Ε. Ζαφειροπούλου. [639, 1285, 937, 1317]
item-text: ἀρχαῖα καλῆς τέχνης κατεσχέθη ἐν Πειραιεῖ ἐντὸς ἑνὸς οἰκοπέδου τοῦ Κοσμᾶ Καψάνη παριστᾷ ἄνδρα τηβεννοφόρον, στερεῖται δὲ τῆς κεφαλῆς. Τὸ ἀνάγλυφον τοῦτο εἶχεν ἀποκρύψει εἰς τὸ οἰκόπεδον ὁ ἀρχαιοκάπηλος Ν. Κοταίτης, ὁ ὁποῖος τὸ ἀνεῦρε ἐντὸς τῆς αὐλῆς τῆς οἰκίας του, ἢν εἶχεν ἀνασκάψει πρὸς ἀνόρυξιν τάφρου. [326, 702, 625, 830]
headline-transvaal: ΑΠΟ ΤΟ ΤΡΑΝΣΒΑΑΛ [951, 1607, 1249, 1633]
article-paragraph: ΦΩΣ. Ὑπὸ τὸν τίτλον τοῦτον ἐξεδόθη ἐν Καλάμαις νέα ἑβδομαδιαία ἐφημερίς ὑπὸ τοῦ κ. Καλαμάρη. [639, 1483, 937, 1531]
article-paragraph: — Ἐτελέσθησαν χθὲς οἱ γάμοι τοῦ κ. Γεωργίου Ν. Βασιλείου μετὰ τῆς Αἰκατερίνης Κ. Μπιλάλη. [639, 1236, 937, 1283]
ad-text: Ἄκρα περιποίησις καὶ ταχύτης. [1309, 1828, 1516, 1844]
subheading: Πρὸς τὸ Διοικητικὸν Συμβούλιον Ριζαρείου Σχολῆς [21, 1441, 306, 1476]
masthead [8, 8, 1568, 43]
ad-text: Ὅσοι πάσχετε ἀπὸ σύφιλιν, ἐξοχικῶς τῶν ἄλλων, ποδόλμα τῶν τριχῶν και κλπ. [326, 1572, 625, 1603]
ad-text: Ληγούσης τῆς καλοκαιρινῆς περιόδου, τὸ Ἐργοστάσιον τῶν «Ἀδελφῶν Ρετσίνα» πωλεῖ τὸ ὑπόλοιπον τῶν καλοκαιρινῶν κατασκευασμάτων του καὶ τὸν ἐμπορευμάτων του εἰς [15, 1796, 312, 1876]
section-heading-theatra: ΑΠΟ ΤΑ ΘΕΑΤΡΑ [640, 449, 937, 473]
column-4 [944, 47, 1257, 2312]
dateline: ΒΙΕΝΝΗ, 24 Ἰουλίου. [1016, 208, 1198, 225]
